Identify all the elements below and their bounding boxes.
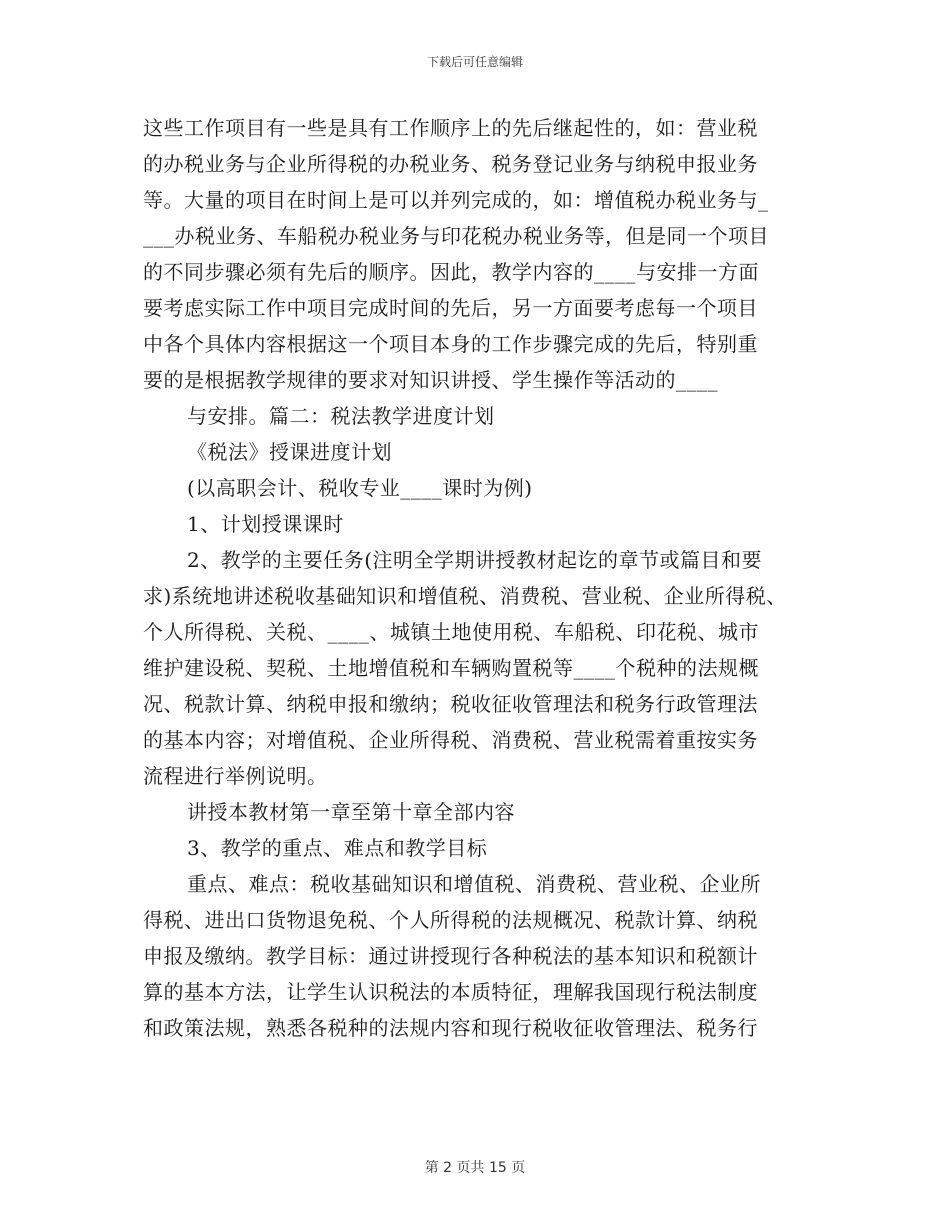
text-line: 等。大量的项目在时间上是可以并列完成的，如：增值税办税业务与_	[143, 188, 769, 212]
text-line: 况、税款计算、纳税申报和缴纳；税收征收管理法和税务行政管理法	[143, 692, 758, 716]
text-line: 重点、难点：税收基础知识和增值税、消费税、营业税、企业所	[187, 872, 761, 896]
page-footer: 第 2 页共 15 页	[424, 1160, 526, 1176]
text-line: 求)系统地讲述税收基础知识和增值税、消费税、营业税、企业所得税、	[143, 584, 787, 608]
text-line: 算的基本方法，让学生认识税法的本质特征，理解我国现行税法制度	[143, 980, 758, 1004]
text-line: 中各个具体内容根据这一个项目本身的工作步骤完成的先后，特别重	[143, 332, 758, 356]
text-line: 得税、进出口货物退免税、个人所得税的法规概况、税款计算、纳税	[143, 908, 758, 932]
text-line: 流程进行举例说明。	[143, 764, 328, 788]
text-line: 维护建设税、契税、土地增值税和车辆购置税等____个税种的法规概	[143, 656, 759, 680]
text-line: 这些工作项目有一些是具有工作顺序上的先后继起性的，如：营业税	[143, 116, 758, 140]
text-line: 的办税业务与企业所得税的办税业务、税务登记业务与纳税申报业务	[143, 152, 758, 176]
text-line: 申报及缴纳。教学目标：通过讲授现行各种税法的基本知识和税额计	[143, 944, 758, 968]
text-line: 的基本内容；对增值税、企业所得税、消费税、营业税需着重按实务	[143, 728, 758, 752]
text-line: 的不同步骤必须有先后的顺序。因此，教学内容的____与安排一方面	[143, 260, 759, 284]
text-line: 2、教学的主要任务(注明全学期讲授教材起讫的章节或篇目和要	[187, 548, 763, 572]
page-header: 下载后可任意编辑	[426, 55, 523, 69]
text-line: 3、教学的重点、难点和教学目标	[187, 836, 488, 860]
text-line: 要考虑实际工作中项目完成时间的先后，另一方面要考虑每一个项目	[143, 296, 758, 320]
text-line: 1、计划授课课时	[187, 512, 344, 536]
text-line: ___办税业务、车船税办税业务与印花税办税业务等，但是同一个项目	[143, 224, 769, 248]
text-line: 个人所得税、关税、____、城镇土地使用税、车船税、印花税、城市	[143, 620, 759, 644]
text-line: 讲授本教材第一章至第十章全部内容	[187, 800, 515, 824]
document-body	[143, 110, 815, 1046]
text-line: 《税法》授课进度计划	[187, 440, 392, 464]
text-line: 要的是根据教学规律的要求对知识讲授、学生操作等活动的____	[143, 368, 718, 392]
text-line: (以高职会计、税收专业____课时为例)	[187, 476, 533, 500]
text-line: 和政策法规，熟悉各税种的法规内容和现行税收征收管理法、税务行	[143, 1016, 758, 1040]
text-line: 与安排。篇二：税法教学进度计划	[187, 404, 495, 428]
